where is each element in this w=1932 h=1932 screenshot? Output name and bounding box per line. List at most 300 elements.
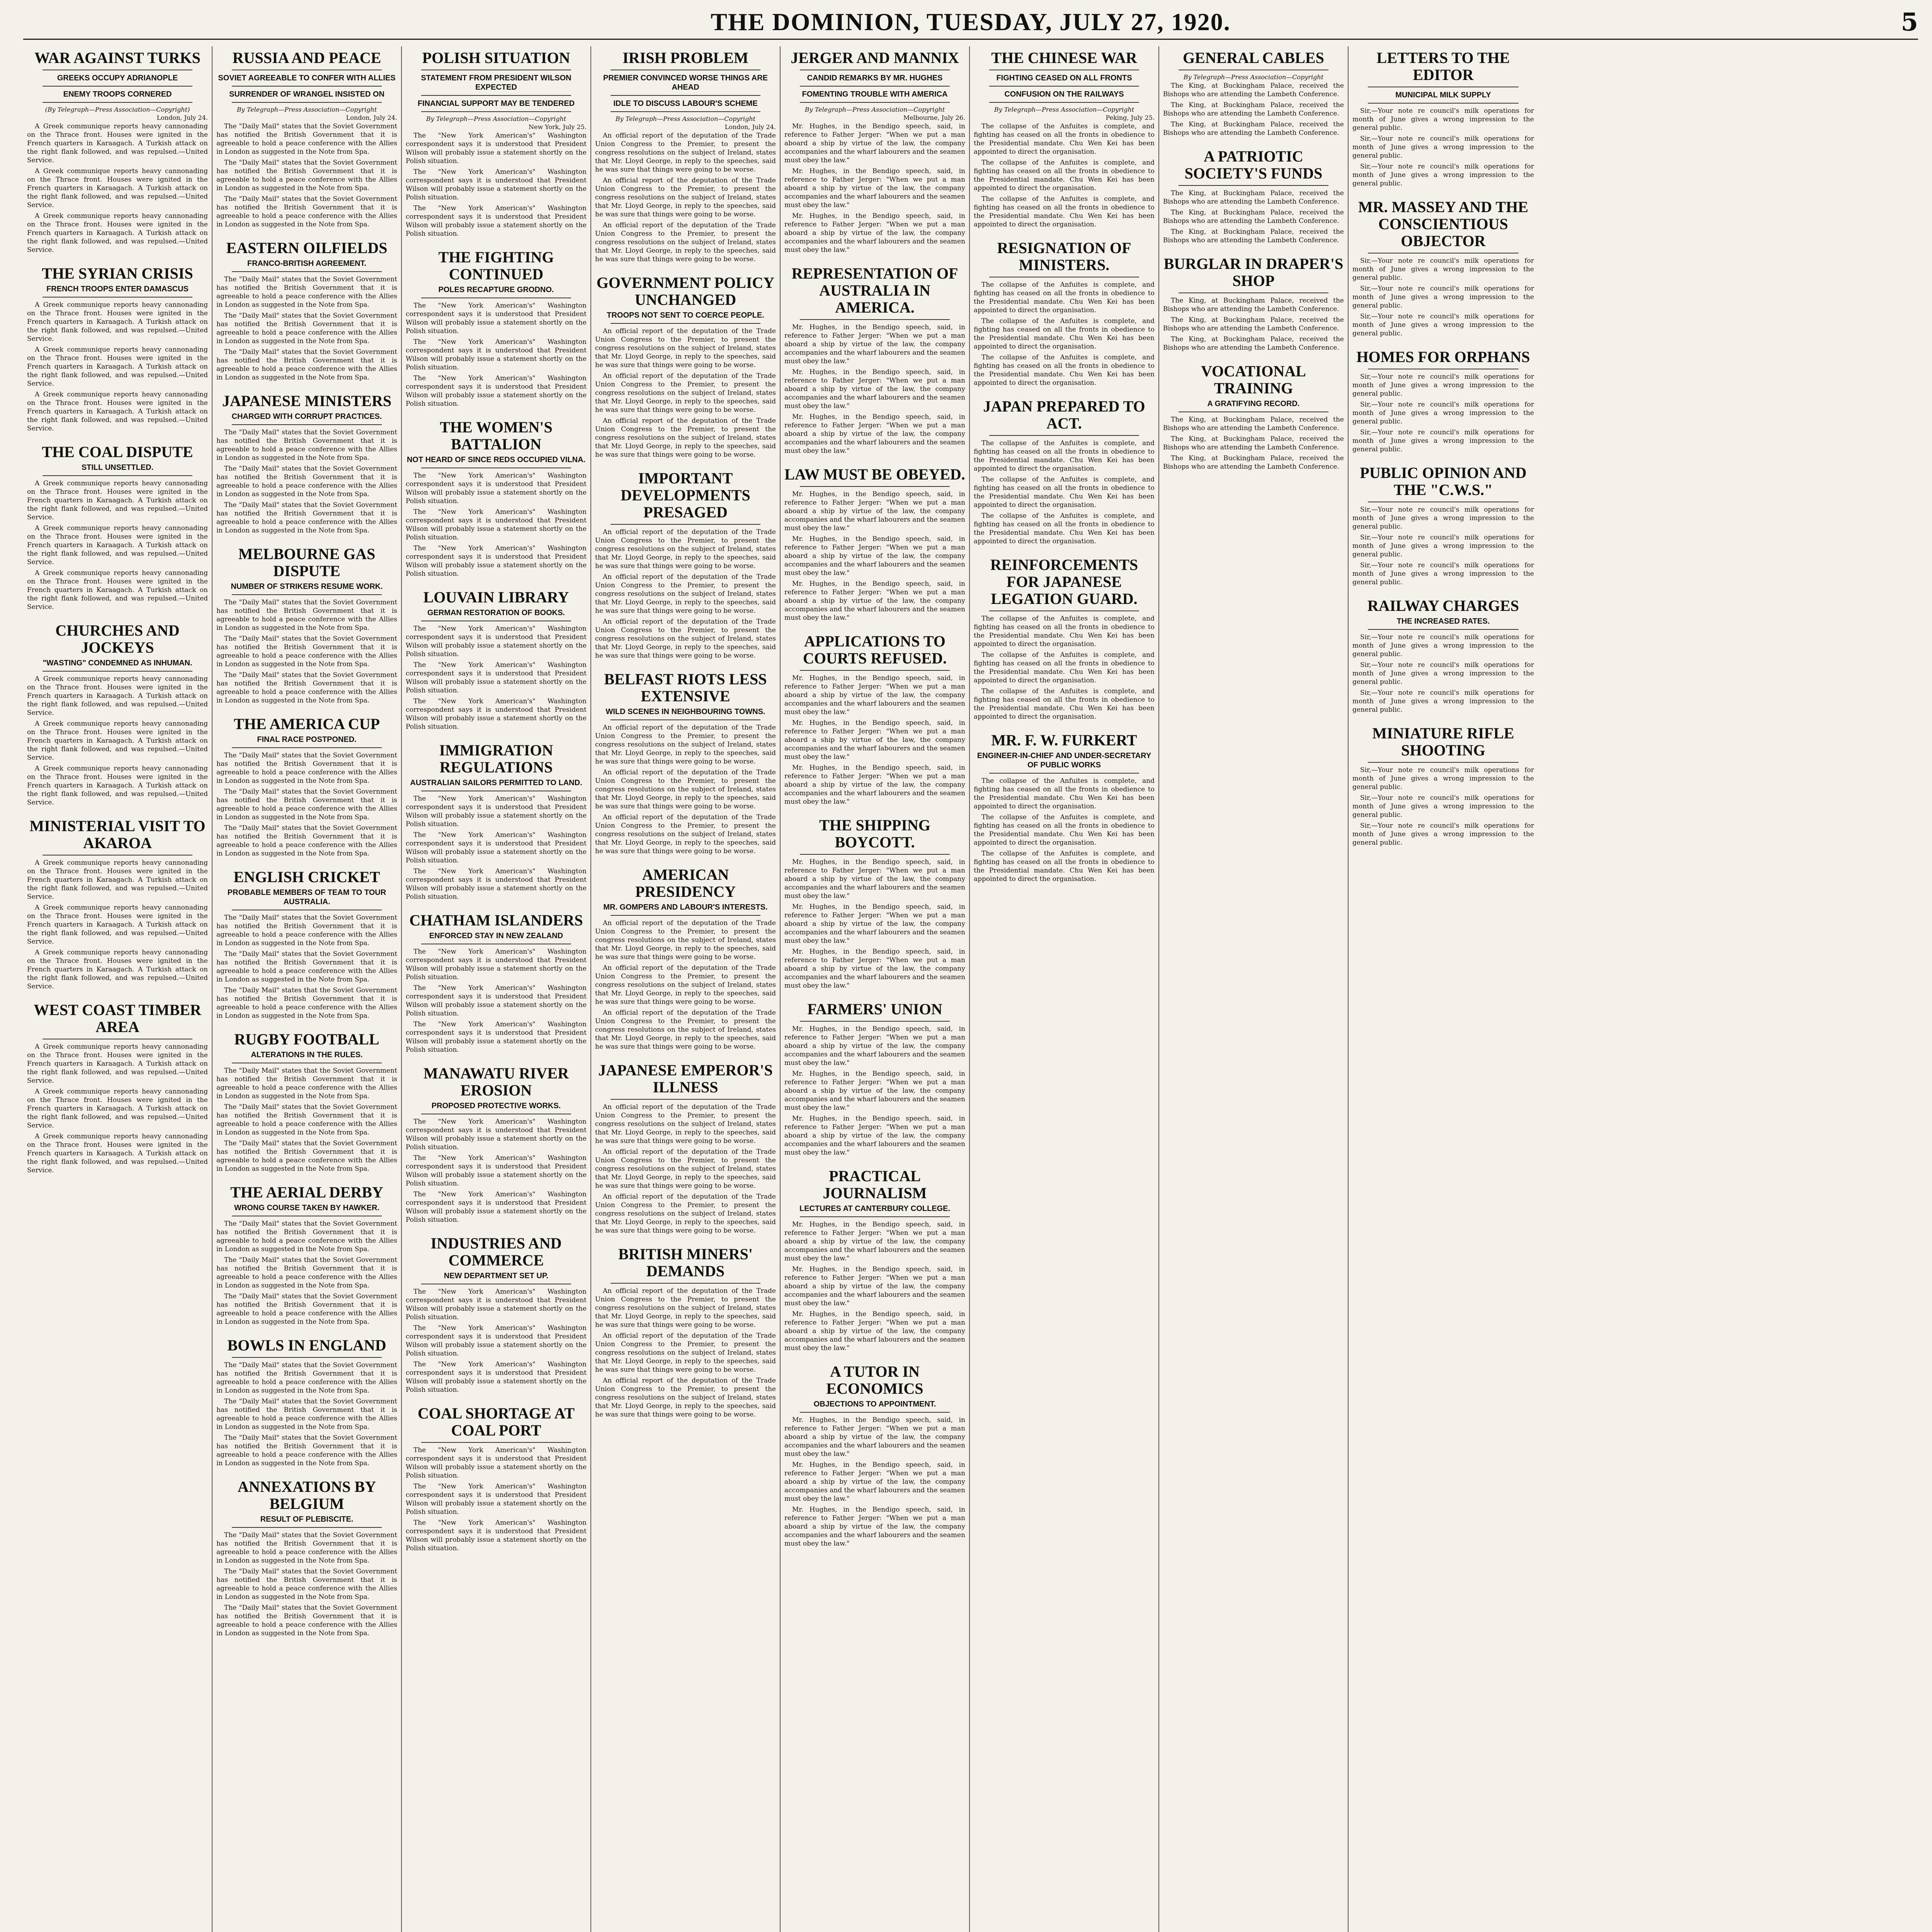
article-paragraph: The "New York American's" Washington correspondent says it is understood that President Wilson will probably issue a statement shortly on the Polish situation. xyxy=(406,867,587,901)
spacer xyxy=(974,389,1155,395)
article-paragraph: The King, at Buckingham Palace, received the Bishops who are attending the Lambeth Conference. xyxy=(1163,121,1344,137)
headline-rule xyxy=(800,319,950,320)
article-subheadline: WILD SCENES IN NEIGHBOURING TOWNS. xyxy=(605,707,765,716)
byline: By Telegraph—Press Association—Copyright xyxy=(426,115,566,122)
article-paragraph: The "Daily Mail" states that the Soviet Government has notified the British Government that it is agreeable to hold a peace conference with the Allies in London as suggested in the Note from Spa. xyxy=(216,276,397,309)
article-headline: THE COAL DISPUTE xyxy=(42,443,193,461)
article-paragraph: The collapse of the Anfuites is complete, and fighting has ceased on all the fronts in obedience to the Presidential mandate. Chu Wen Kei has been appointed to direct the organisation. xyxy=(974,777,1155,810)
column-headline: WAR AGAINST TURKS xyxy=(34,49,201,66)
sub-headline: CONFUSION ON THE RAILWAYS xyxy=(1004,90,1124,99)
article-paragraph: The collapse of the Anfuites is complete, and fighting has ceased on all the fronts in obedience to the Presidential mandate. Chu Wen Kei has been appointed to direct the organisation. xyxy=(974,159,1155,192)
article-paragraph: The "New York American's" Washington correspondent says it is understood that President Wilson will probably issue a statement shortly on the Polish situation. xyxy=(406,1154,587,1187)
headline-rule xyxy=(800,486,950,487)
spacer xyxy=(27,435,208,440)
article-headline: RAILWAY CHARGES xyxy=(1367,597,1519,614)
article-paragraph: Sir,—Your note re council's milk operations for month of June gives a wrong impression to the general public. xyxy=(1352,429,1534,453)
article-paragraph: An official report of the deputation of the Trade Union Congress to the Premier, to present the congress resolutions on the subject of Ireland, states that Mr. Lloyd George, in reply to the speeches, said he was sure that things were going to be worse. xyxy=(595,964,776,1006)
article-paragraph: A Greek communique reports heavy cannonading on the Thrace front. Houses were ignited in the French quarters in Karaagach. A Turkish attack on the right flank followed, and was repulsed.—United Service. xyxy=(27,1088,208,1129)
article-subheadline: WRONG COURSE TAKEN BY HAWKER. xyxy=(234,1204,379,1212)
dateline: Melbourne, July 26. xyxy=(903,114,965,121)
article-headline: LAW MUST BE OBEYED. xyxy=(784,466,965,483)
spacer xyxy=(1163,354,1344,360)
headline-rule xyxy=(421,111,571,112)
article-headline: BELFAST RIOTS LESS EXTENSIVE xyxy=(604,670,767,705)
article-paragraph: The "Daily Mail" states that the Soviet Government has notified the British Government that it is agreeable to hold a peace conference with the Allies in London as suggested in the Note from Spa. xyxy=(216,1220,397,1253)
article-paragraph: The "New York American's" Washington correspondent says it is understood that President Wilson will probably issue a statement shortly on the Polish situation. xyxy=(406,168,587,201)
article-paragraph: The "New York American's" Washington correspondent says it is understood that President Wilson will probably issue a statement shortly on the Polish situation. xyxy=(406,948,587,981)
article-paragraph: A Greek communique reports heavy cannonading on the Thrace front. Houses were ignited in the French quarters in Karaagach. A Turkish attack on the right flank followed, and was repulsed.—United Service. xyxy=(27,949,208,990)
article-headline: MINIATURE RIFLE SHOOTING xyxy=(1372,724,1514,759)
article-headline: THE FIGHTING CONTINUED xyxy=(438,248,554,283)
article-paragraph: The "New York American's" Washington correspondent says it is understood that President Wilson will probably issue a statement shortly on the Polish situation. xyxy=(406,132,587,165)
article-paragraph: Mr. Hughes, in the Bendigo speech, said, in reference to Father Jerger: "When we put a man aboard a ship by virtue of the law, the company accompanies and the wharf labourers and the seamen must obey the law." xyxy=(784,858,965,900)
newspaper-title: THE DOMINION, TUESDAY, JULY 27, 1920. xyxy=(711,8,1231,36)
news-column xyxy=(970,46,1159,1932)
article-paragraph: The King, at Buckingham Palace, received the Bishops who are attending the Lambeth Conference. xyxy=(1163,316,1344,332)
headline-rule xyxy=(611,719,760,720)
article-paragraph: The "Daily Mail" states that the Soviet Government has notified the British Government that it is agreeable to hold a peace conference with the Allies in London as suggested in the Note from Spa. xyxy=(216,195,397,228)
article-paragraph: An official report of the deputation of the Trade Union Congress to the Premier, to present the congress resolutions on the subject of Ireland, states that Mr. Lloyd George, in reply to the speeches, said he was sure that things were going to be worse. xyxy=(595,1377,776,1418)
spacer xyxy=(784,457,965,463)
article-paragraph: Mr. Hughes, in the Bendigo speech, said, in reference to Father Jerger: "When we put a man aboard a ship by virtue of the law, the company accompanies and the wharf labourers and the seamen must obey the law." xyxy=(784,903,965,945)
article-headline: MINISTERIAL VISIT TO AKAROA xyxy=(29,817,206,852)
spacer xyxy=(216,1470,397,1475)
spacer xyxy=(784,808,965,814)
page-number: 5 xyxy=(1901,8,1918,37)
column-headline: JERGER AND MANNIX xyxy=(791,49,959,66)
article-paragraph: An official report of the deputation of the Trade Union Congress to the Premier, to present the congress resolutions on the subject of Ireland, states that Mr. Lloyd George, in reply to the speeches, said he was sure that things were going to be worse. xyxy=(595,769,776,810)
article-paragraph: An official report of the deputation of the Trade Union Congress to the Premier, to present the congress resolutions on the subject of Ireland, states that Mr. Lloyd George, in reply to the speeches, said he was sure that things were going to be worse. xyxy=(595,177,776,218)
news-column xyxy=(402,46,591,1932)
article-paragraph: The King, at Buckingham Palace, received the Bishops who are attending the Lambeth Conference. xyxy=(1163,416,1344,432)
headline-rule xyxy=(43,297,192,298)
article-paragraph: The "New York American's" Washington correspondent says it is understood that President Wilson will probably issue a statement shortly on the Polish situation. xyxy=(406,472,587,505)
article-headline: LOUVAIN LIBRARY xyxy=(423,588,569,606)
sub-headline: SOVIET AGREEABLE TO CONFER WITH ALLIES xyxy=(218,74,396,82)
spacer xyxy=(216,384,397,389)
article-paragraph: An official report of the deputation of the Trade Union Congress to the Premier, to present the congress resolutions on the subject of Ireland, states that Mr. Lloyd George, in reply to the speeches, said he was sure that things were going to be worse. xyxy=(595,1009,776,1051)
article-paragraph: The "New York American's" Washington correspondent says it is understood that President Wilson will probably issue a statement shortly on the Polish situation. xyxy=(406,508,587,541)
article-headline: THE WOMEN'S BATTALION xyxy=(440,418,553,453)
article-paragraph: A Greek communique reports heavy cannonading on the Thrace front. Houses were ignited in the French quarters in Karaagach. A Turkish attack on the right flank followed, and was repulsed.—United Service. xyxy=(27,524,208,566)
article-subheadline: RESULT OF PLEBISCITE. xyxy=(260,1515,354,1524)
headline-rule xyxy=(611,1283,760,1284)
article-paragraph: The "Daily Mail" states that the Soviet Government has notified the British Government that it is agreeable to hold a peace conference with the Allies in London as suggested in the Note from Spa. xyxy=(216,1604,397,1637)
article-paragraph: Mr. Hughes, in the Bendigo speech, said, in reference to Father Jerger: "When we put a man aboard a ship by virtue of the law, the company accompanies and the wharf labourers and the seamen must obey the law." xyxy=(784,212,965,254)
spacer xyxy=(595,461,776,467)
article-headline: CHATHAM ISLANDERS xyxy=(409,912,583,929)
article-headline: A TUTOR IN ECONOMICS xyxy=(826,1363,923,1397)
article-subheadline: ALTERATIONS IN THE RULES. xyxy=(251,1051,363,1059)
article-paragraph: The King, at Buckingham Palace, received the Bishops who are attending the Lambeth Conference. xyxy=(1163,297,1344,313)
news-column xyxy=(1349,46,1538,1932)
article-paragraph: The "Daily Mail" states that the Soviet Government has notified the British Government that it is agreeable to hold a peace conference with the Allies in London as suggested in the Note from Spa. xyxy=(216,1398,397,1431)
article-paragraph: An official report of the deputation of the Trade Union Congress to the Premier, to present the congress resolutions on the subject of Ireland, states that Mr. Lloyd George, in reply to the speeches, said he was sure that things were going to be worse. xyxy=(595,573,776,615)
article-paragraph: An official report of the deputation of the Trade Union Congress to the Premier, to present the congress resolutions on the subject of Ireland, states that Mr. Lloyd George, in reply to the speeches, said he was sure that things were going to be worse. xyxy=(595,1148,776,1190)
headline-rule xyxy=(989,773,1139,774)
article-paragraph: The "Daily Mail" states that the Soviet Government has notified the British Government that it is agreeable to hold a peace conference with the Allies in London as suggested in the Note from Spa. xyxy=(216,159,397,192)
article-headline: BURGLAR IN DRAPER'S SHOP xyxy=(1163,255,1344,289)
article-paragraph: The "Daily Mail" states that the Soviet Government has notified the British Government that it is agreeable to hold a peace conference with the Allies in London as suggested in the Note from Spa. xyxy=(216,122,397,156)
column-headline: RUSSIA AND PEACE xyxy=(232,49,381,66)
spacer xyxy=(784,1159,965,1165)
article-paragraph: The "New York American's" Washington correspondent says it is understood that President Wilson will probably issue a statement shortly on the Polish situation. xyxy=(406,1288,587,1321)
article-paragraph: The "New York American's" Washington correspondent says it is understood that President Wilson will probably issue a statement shortly on the Polish situation. xyxy=(406,697,587,731)
article-paragraph: The King, at Buckingham Palace, received the Bishops who are attending the Lambeth Conference. xyxy=(1163,101,1344,117)
spacer xyxy=(974,548,1155,553)
article-paragraph: The "New York American's" Washington correspondent says it is understood that President Wilson will probably issue a statement shortly on the Polish situation. xyxy=(406,625,587,658)
spacer xyxy=(216,231,397,236)
headline-rule xyxy=(232,424,382,425)
article-paragraph: The King, at Buckingham Palace, received the Bishops who are attending the Lambeth Conference. xyxy=(1163,82,1344,98)
article-paragraph: The "Daily Mail" states that the Soviet Government has notified the British Government that it is agreeable to hold a peace conference with the Allies in London as suggested in the Note from Spa. xyxy=(216,312,397,345)
article-paragraph: The "Daily Mail" states that the Soviet Government has notified the British Government that it is agreeable to hold a peace conference with the Allies in London as suggested in the Note from Spa. xyxy=(216,635,397,668)
article-paragraph: Sir,—Your note re council's milk operations for month of June gives a wrong impression to the general public. xyxy=(1352,794,1534,819)
article-paragraph: A Greek communique reports heavy cannonading on the Thrace front. Houses were ignited in the French quarters in Karaagach. A Turkish attack on the right flank followed, and was repulsed.—United Service. xyxy=(27,301,208,343)
article-paragraph: An official report of the deputation of the Trade Union Congress to the Premier, to present the congress resolutions on the subject of Ireland, states that Mr. Lloyd George, in reply to the speeches, said he was sure that things were going to be worse. xyxy=(595,1103,776,1145)
article-paragraph: The "New York American's" Washington correspondent says it is understood that President Wilson will probably issue a statement shortly on the Polish situation. xyxy=(406,1324,587,1357)
article-paragraph: The "New York American's" Washington correspondent says it is understood that President Wilson will probably issue a statement shortly on the Polish situation. xyxy=(406,831,587,864)
sub-headline: MUNICIPAL MILK SUPPLY xyxy=(1395,91,1491,99)
sub-headline: GREEKS OCCUPY ADRIANOPLE xyxy=(57,74,178,82)
article-paragraph: The "New York American's" Washington correspondent says it is understood that President Wilson will probably issue a statement shortly on the Polish situation. xyxy=(406,1483,587,1516)
article-paragraph: The "New York American's" Washington correspondent says it is understood that President Wilson will probably issue a statement shortly on the Polish situation. xyxy=(406,984,587,1017)
dateline: London, July 24. xyxy=(156,114,208,121)
article-headline: PUBLIC OPINION AND THE "C.W.S." xyxy=(1360,464,1527,498)
headline-rule xyxy=(800,854,950,855)
spacer xyxy=(27,809,208,815)
article-subheadline: NUMBER OF STRIKERS RESUME WORK. xyxy=(231,582,383,591)
article-paragraph: The "Daily Mail" states that the Soviet Government has notified the British Government that it is agreeable to hold a peace conference with the Allies in London as suggested in the Note from Spa. xyxy=(216,752,397,785)
article-paragraph: Mr. Hughes, in the Bendigo speech, said, in reference to Father Jerger: "When we put a man aboard a ship by virtue of the law, the company accompanies and the wharf labourers and the seamen must obey the law." xyxy=(784,490,965,532)
article-paragraph: The "New York American's" Washington correspondent says it is understood that President Wilson will probably issue a statement shortly on the Polish situation. xyxy=(406,544,587,578)
headline-rule xyxy=(232,86,382,87)
article-subheadline: POLES RECAPTURE GRODNO. xyxy=(438,286,554,294)
article-paragraph: Mr. Hughes, in the Bendigo speech, said, in reference to Father Jerger: "When we put a man aboard a ship by virtue of the law, the company accompanies and the wharf labourers and the seamen must obey the law." xyxy=(784,1310,965,1352)
article-paragraph: Sir,—Your note re council's milk operations for month of June gives a wrong impression to the general public. xyxy=(1352,285,1534,310)
headline-rule xyxy=(43,86,192,87)
article-paragraph: A Greek communique reports heavy cannonading on the Thrace front. Houses were ignited in the French quarters in Karaagach. A Turkish attack on the right flank followed, and was repulsed.—United Service. xyxy=(27,569,208,611)
article-paragraph: The "New York American's" Washington correspondent says it is understood that President Wilson will probably issue a statement shortly on the Polish situation. xyxy=(406,661,587,694)
headline-rule xyxy=(800,1021,950,1022)
sub-headline: FINANCIAL SUPPORT MAY BE TENDERED xyxy=(417,99,575,108)
article-paragraph: Mr. Hughes, in the Bendigo speech, said, in reference to Father Jerger: "When we put a man aboard a ship by virtue of the law, the company accompanies and the wharf labourers and the seamen must obey the law." xyxy=(784,1461,965,1503)
spacer xyxy=(216,1328,397,1334)
article-paragraph: Mr. Hughes, in the Bendigo speech, said, in reference to Father Jerger: "When we put a man aboard a ship by virtue of the law, the company accompanies and the wharf labourers and the seamen must obey the law." xyxy=(784,1506,965,1548)
news-column xyxy=(23,46,213,1932)
spacer xyxy=(406,580,587,586)
article-paragraph: The "Daily Mail" states that the Soviet Government has notified the British Government that it is agreeable to hold a peace conference with the Allies in London as suggested in the Note from Spa. xyxy=(216,986,397,1020)
masthead-rule xyxy=(23,39,1918,40)
article-paragraph: The collapse of the Anfuites is complete, and fighting has ceased on all the fronts in obedience to the Presidential mandate. Chu Wen Kei has been appointed to direct the organisation. xyxy=(974,122,1155,156)
article-headline: JAPANESE EMPEROR'S ILLNESS xyxy=(598,1061,773,1096)
article-paragraph: The King, at Buckingham Palace, received the Bishops who are attending the Lambeth Conference. xyxy=(1163,435,1344,451)
spacer xyxy=(595,858,776,863)
byline: (By Telegraph—Press Association—Copyright) xyxy=(45,106,190,113)
article-paragraph: The King, at Buckingham Palace, received the Bishops who are attending the Lambeth Conference. xyxy=(1163,335,1344,352)
article-paragraph: The "Daily Mail" states that the Soviet Government has notified the British Government that it is agreeable to hold a peace conference with the Allies in London as suggested in the Note from Spa. xyxy=(216,1139,397,1173)
headline-rule xyxy=(989,86,1139,87)
article-headline: MELBOURNE GAS DISPUTE xyxy=(238,545,376,580)
spacer xyxy=(27,993,208,998)
article-paragraph: A Greek communique reports heavy cannonading on the Thrace front. Houses were ignited in the French quarters in Karaagach. A Turkish attack on the right flank followed, and was repulsed.—United Service. xyxy=(27,1133,208,1174)
article-paragraph: An official report of the deputation of the Trade Union Congress to the Premier, to present the congress resolutions on the subject of Ireland, states that Mr. Lloyd George, in reply to the speeches, said he was sure that things were going to be worse. xyxy=(595,1287,776,1329)
article-headline: HOMES FOR ORPHANS xyxy=(1356,348,1530,366)
article-paragraph: Sir,—Your note re council's milk operations for month of June gives a wrong impression to the general public. xyxy=(1352,561,1534,586)
article-paragraph: An official report of the deputation of the Trade Union Congress to the Premier, to present the congress resolutions on the subject of Ireland, states that Mr. Lloyd George, in reply to the speeches, said he was sure that things were going to be worse. xyxy=(595,1193,776,1235)
masthead xyxy=(23,8,1918,39)
article-paragraph: A Greek communique reports heavy cannonading on the Thrace front. Houses were ignited in the French quarters in Karaagach. A Turkish attack on the right flank followed, and was repulsed.—United Service. xyxy=(27,167,208,209)
article-paragraph: Mr. Hughes, in the Bendigo speech, said, in reference to Father Jerger: "When we put a man aboard a ship by virtue of the law, the company accompanies and the wharf labourers and the seamen must obey the law." xyxy=(784,1115,965,1156)
news-column xyxy=(591,46,781,1932)
article-subheadline: CHARGED WITH CORRUPT PRACTICES. xyxy=(231,412,382,421)
article-paragraph: Sir,—Your note re council's milk operations for month of June gives a wrong impression to the general public. xyxy=(1352,373,1534,398)
article-headline: VOCATIONAL TRAINING xyxy=(1201,362,1306,397)
article-paragraph: The "New York American's" Washington correspondent says it is understood that President Wilson will probably issue a statement shortly on the Polish situation. xyxy=(406,1519,587,1552)
column-headline: POLISH SITUATION xyxy=(422,49,570,66)
article-headline: RUGBY FOOTBALL xyxy=(234,1031,379,1048)
sub-headline: IDLE TO DISCUSS LABOUR'S SCHEME xyxy=(613,99,758,108)
headline-rule xyxy=(43,102,192,103)
headline-rule xyxy=(232,102,382,103)
article-paragraph: The "Daily Mail" states that the Soviet Government has notified the British Government that it is agreeable to hold a peace conference with the Allies in London as suggested in the Note from Spa. xyxy=(216,1434,397,1467)
article-subheadline: NOT HEARD OF SINCE REDS OCCUPIED VILNA. xyxy=(406,456,586,464)
headline-rule xyxy=(800,1412,950,1413)
spacer xyxy=(216,1175,397,1181)
spacer xyxy=(784,992,965,998)
spacer xyxy=(1163,247,1344,252)
article-subheadline: THE INCREASED RATES. xyxy=(1396,617,1490,626)
article-subheadline: MR. GOMPERS AND LABOUR'S INTERESTS. xyxy=(603,903,768,912)
columns xyxy=(23,46,1918,1932)
spacer xyxy=(595,662,776,668)
article-subheadline: A GRATIFYING RECORD. xyxy=(1207,400,1300,408)
article-paragraph: A Greek communique reports heavy cannonading on the Thrace front. Houses were ignited in the French quarters in Karaagach. A Turkish attack on the right flank followed, and was repulsed.—United Service. xyxy=(27,859,208,901)
article-paragraph: The "New York American's" Washington correspondent says it is understood that President Wilson will probably issue a statement shortly on the Polish situation. xyxy=(406,302,587,335)
article-paragraph: The collapse of the Anfuites is complete, and fighting has ceased on all the fronts in obedience to the Presidential mandate. Chu Wen Kei has been appointed to direct the organisation. xyxy=(974,195,1155,228)
article-paragraph: Mr. Hughes, in the Bendigo speech, said, in reference to Father Jerger: "When we put a man aboard a ship by virtue of the law, the company accompanies and the wharf labourers and the seamen must obey the law." xyxy=(784,1416,965,1458)
article-headline: THE SYRIAN CRISIS xyxy=(42,265,193,282)
article-headline: THE SHIPPING BOYCOTT. xyxy=(819,816,930,851)
article-paragraph: The "Daily Mail" states that the Soviet Government has notified the British Government that it is agreeable to hold a peace conference with the Allies in London as suggested in the Note from Spa. xyxy=(216,348,397,381)
article-headline: APPLICATIONS TO COURTS REFUSED. xyxy=(803,633,947,667)
article-paragraph: Mr. Hughes, in the Bendigo speech, said, in reference to Father Jerger: "When we put a man aboard a ship by virtue of the law, the company accompanies and the wharf labourers and the seamen must obey the law." xyxy=(784,719,965,761)
article-paragraph: Sir,—Your note re council's milk operations for month of June gives a wrong impression to the general public. xyxy=(1352,257,1534,282)
article-paragraph: The "Daily Mail" states that the Soviet Government has notified the British Government that it is agreeable to hold a peace conference with the Allies in London as suggested in the Note from Spa. xyxy=(216,1531,397,1565)
article-paragraph: An official report of the deputation of the Trade Union Congress to the Premier, to present the congress resolutions on the subject of Ireland, states that Mr. Lloyd George, in reply to the speeches, said he was sure that things were going to be worse. xyxy=(595,813,776,855)
column-headline: THE CHINESE WAR xyxy=(991,49,1137,66)
article-paragraph: Sir,—Your note re council's milk operations for month of June gives a wrong impression to the general public. xyxy=(1352,163,1534,187)
article-paragraph: An official report of the deputation of the Trade Union Congress to the Premier, to present the congress resolutions on the subject of Ireland, states that Mr. Lloyd George, in reply to the speeches, said he was sure that things were going to be worse. xyxy=(595,327,776,369)
headline-rule xyxy=(611,95,760,96)
byline: By Telegraph—Press Association—Copyright xyxy=(804,106,945,113)
article-paragraph: The King, at Buckingham Palace, received the Bishops who are attending the Lambeth Conference. xyxy=(1163,228,1344,244)
article-headline: EASTERN OILFIELDS xyxy=(226,239,388,257)
article-paragraph: An official report of the deputation of the Trade Union Congress to the Premier, to present the congress resolutions on the subject of Ireland, states that Mr. Lloyd George, in reply to the speeches, said he was sure that things were going to be worse. xyxy=(595,1332,776,1374)
article-paragraph: Mr. Hughes, in the Bendigo speech, said, in reference to Father Jerger: "When we put a man aboard a ship by virtue of the law, the company accompanies and the wharf labourers and the seamen must obey the law." xyxy=(784,535,965,577)
article-paragraph: The "New York American's" Washington correspondent says it is understood that President Wilson will probably issue a statement shortly on the Polish situation. xyxy=(406,1361,587,1394)
article-headline: MR. MASSEY AND THE CONSCIENTIOUS OBJECTOR xyxy=(1358,198,1529,250)
article-paragraph: The collapse of the Anfuites is complete, and fighting has ceased on all the fronts in obedience to the Presidential mandate. Chu Wen Kei has been appointed to direct the organisation. xyxy=(974,813,1155,847)
article-headline: MANAWATU RIVER EROSION xyxy=(423,1065,569,1099)
dateline: Peking, July 25. xyxy=(1105,114,1155,121)
sub-headline: ENEMY TROOPS CORNERED xyxy=(63,90,172,99)
spacer xyxy=(784,624,965,630)
headline-rule xyxy=(611,524,760,525)
column-headline: LETTERS TO THE EDITOR xyxy=(1376,49,1510,83)
article-subheadline: PROBABLE MEMBERS OF TEAM TO TOUR AUSTRALIA. xyxy=(227,888,386,906)
article-paragraph: The "New York American's" Washington correspondent says it is understood that President Wilson will probably issue a statement shortly on the Polish situation. xyxy=(406,1446,587,1480)
article-paragraph: A Greek communique reports heavy cannonading on the Thrace front. Houses were ignited in the French quarters in Karaagach. A Turkish attack on the right flank followed, and was repulsed.—United Service. xyxy=(27,480,208,521)
headline-rule xyxy=(232,271,382,272)
article-headline: INDUSTRIES AND COMMERCE xyxy=(430,1235,562,1269)
news-column xyxy=(781,46,970,1932)
article-paragraph: The "Daily Mail" states that the Soviet Government has notified the British Government that it is agreeable to hold a peace conference with the Allies in London as suggested in the Note from Spa. xyxy=(216,950,397,983)
article-paragraph: The collapse of the Anfuites is complete, and fighting has ceased on all the fronts in obedience to the Presidential mandate. Chu Wen Kei has been appointed to direct the organisation. xyxy=(974,512,1155,545)
headline-rule xyxy=(43,671,192,672)
article-paragraph: The collapse of the Anfuites is complete, and fighting has ceased on all the fronts in obedience to the Presidential mandate. Chu Wen Kei has been appointed to direct the organisation. xyxy=(974,317,1155,350)
article-headline: REPRESENTATION OF AUSTRALIA IN AMERICA. xyxy=(791,265,958,316)
sub-headline: FOMENTING TROUBLE WITH AMERICA xyxy=(802,90,948,99)
article-paragraph: The collapse of the Anfuites is complete, and fighting has ceased on all the fronts in obedience to the Presidential mandate. Chu Wen Kei has been appointed to direct the organisation. xyxy=(974,281,1155,314)
article-paragraph: Mr. Hughes, in the Bendigo speech, said, in reference to Father Jerger: "When we put a man aboard a ship by virtue of the law, the company accompanies and the wharf labourers and the seamen must obey the law." xyxy=(784,1025,965,1067)
headline-rule xyxy=(989,435,1139,436)
article-headline: CHURCHES AND JOCKEYS xyxy=(55,622,180,656)
article-subheadline: NEW DEPARTMENT SET UP. xyxy=(444,1272,549,1280)
article-paragraph: Mr. Hughes, in the Bendigo speech, said, in reference to Father Jerger: "When we put a man aboard a ship by virtue of the law, the company accompanies and the wharf labourers and the seamen must obey the law." xyxy=(784,764,965,806)
spacer xyxy=(406,410,587,416)
article-paragraph: The "New York American's" Washington correspondent says it is understood that President Wilson will probably issue a statement shortly on the Polish situation. xyxy=(406,1118,587,1151)
spacer xyxy=(1352,456,1534,461)
spacer xyxy=(406,240,587,246)
spacer xyxy=(406,733,587,739)
byline: By Telegraph—Press Association—Copyright xyxy=(236,106,377,113)
article-headline: ANNEXATIONS BY BELGIUM xyxy=(237,1478,376,1512)
article-headline: THE AMERICA CUP xyxy=(234,715,380,733)
article-paragraph: The collapse of the Anfuites is complete, and fighting has ceased on all the fronts in obedience to the Presidential mandate. Chu Wen Kei has been appointed to direct the organisation. xyxy=(974,651,1155,684)
headline-rule xyxy=(611,323,760,324)
spacer xyxy=(406,1396,587,1402)
article-paragraph: An official report of the deputation of the Trade Union Congress to the Premier, to present the congress resolutions on the subject of Ireland, states that Mr. Lloyd George, in reply to the speeches, said he was sure that things were going to be worse. xyxy=(595,618,776,660)
article-paragraph: The "New York American's" Washington correspondent says it is understood that President Wilson will probably issue a statement shortly on the Polish situation. xyxy=(406,204,587,238)
headline-rule xyxy=(1179,185,1328,186)
article-paragraph: The "Daily Mail" states that the Soviet Government has notified the British Government that it is agreeable to hold a peace conference with the Allies in London as suggested in the Note from Spa. xyxy=(216,599,397,632)
article-headline: COAL SHORTAGE AT COAL PORT xyxy=(417,1405,575,1439)
article-paragraph: Sir,—Your note re council's milk operations for month of June gives a wrong impression to the general public. xyxy=(1352,534,1534,558)
article-paragraph: The collapse of the Anfuites is complete, and fighting has ceased on all the fronts in obedience to the Presidential mandate. Chu Wen Kei has been appointed to direct the organisation. xyxy=(974,687,1155,721)
article-paragraph: An official report of the deputation of the Trade Union Congress to the Premier, to present the congress resolutions on the subject of Ireland, states that Mr. Lloyd George, in reply to the speeches, said he was sure that things were going to be worse. xyxy=(595,221,776,263)
article-paragraph: A Greek communique reports heavy cannonading on the Thrace front. Houses were ignited in the French quarters in Karaagach. A Turkish attack on the right flank followed, and was repulsed.—United Service. xyxy=(27,122,208,164)
spacer xyxy=(216,860,397,866)
article-paragraph: An official report of the deputation of the Trade Union Congress to the Premier, to present the congress resolutions on the subject of Ireland, states that Mr. Lloyd George, in reply to the speeches, said he was sure that things were going to be worse. xyxy=(595,132,776,173)
sub-headline: SURRENDER OF WRANGEL INSISTED ON xyxy=(229,90,384,99)
article-paragraph: Mr. Hughes, in the Bendigo speech, said, in reference to Father Jerger: "When we put a man aboard a ship by virtue of the law, the company accompanies and the wharf labourers and the seamen must obey the law." xyxy=(784,580,965,622)
article-paragraph: An official report of the deputation of the Trade Union Congress to the Premier, to present the congress resolutions on the subject of Ireland, states that Mr. Lloyd George, in reply to the speeches, said he was sure that things were going to be worse. xyxy=(595,724,776,765)
article-paragraph: The "Daily Mail" states that the Soviet Government has notified the British Government that it is agreeable to hold a peace conference with the Allies in London as suggested in the Note from Spa. xyxy=(216,1103,397,1136)
article-subheadline: FINAL RACE POSTPONED. xyxy=(257,735,357,744)
article-paragraph: A Greek communique reports heavy cannonading on the Thrace front. Houses were ignited in the French quarters in Karaagach. A Turkish attack on the right flank followed, and was repulsed.—United Service. xyxy=(27,212,208,254)
spacer xyxy=(216,707,397,713)
article-paragraph: The "Daily Mail" states that the Soviet Government has notified the British Government that it is agreeable to hold a peace conference with the Allies in London as suggested in the Note from Spa. xyxy=(216,1293,397,1326)
headline-rule xyxy=(232,747,382,748)
article-paragraph: The King, at Buckingham Palace, received the Bishops who are attending the Lambeth Conference. xyxy=(1163,189,1344,206)
byline: By Telegraph—Press Association—Copyright xyxy=(615,115,756,122)
headline-rule xyxy=(421,95,571,96)
article-headline: FARMERS' UNION xyxy=(807,1000,942,1018)
headline-rule xyxy=(43,475,192,476)
article-paragraph: Sir,—Your note re council's milk operations for month of June gives a wrong impression to the general public. xyxy=(1352,135,1534,160)
article-headline: RESIGNATION OF MINISTERS. xyxy=(997,239,1131,274)
article-paragraph: The "Daily Mail" states that the Soviet Government has notified the British Government that it is agreeable to hold a peace conference with the Allies in London as suggested in the Note from Spa. xyxy=(216,1256,397,1289)
article-headline: PRACTICAL JOURNALISM xyxy=(823,1167,927,1202)
article-subheadline: STILL UNSETTLED. xyxy=(81,463,154,472)
article-paragraph: The "New York American's" Washington correspondent says it is understood that President Wilson will probably issue a statement shortly on the Polish situation. xyxy=(406,795,587,828)
article-subheadline: PROPOSED PROTECTIVE WORKS. xyxy=(431,1102,561,1110)
headline-rule xyxy=(800,1216,950,1217)
article-paragraph: Sir,—Your note re council's milk operations for month of June gives a wrong impression to the general public. xyxy=(1352,107,1534,132)
headline-rule xyxy=(232,1357,382,1358)
spacer xyxy=(216,537,397,543)
headline-rule xyxy=(232,1527,382,1528)
article-paragraph: The collapse of the Anfuites is complete, and fighting has ceased on all the fronts in obedience to the Presidential mandate. Chu Wen Kei has been appointed to direct the organisation. xyxy=(974,439,1155,473)
article-paragraph: The "Daily Mail" states that the Soviet Government has notified the British Government that it is agreeable to hold a peace conference with the Allies in London as suggested in the Note from Spa. xyxy=(216,429,397,462)
article-paragraph: Mr. Hughes, in the Bendigo speech, said, in reference to Father Jerger: "When we put a man aboard a ship by virtue of the law, the company accompanies and the wharf labourers and the seamen must obey the law." xyxy=(784,167,965,209)
headline-rule xyxy=(1368,103,1519,104)
headline-rule xyxy=(611,915,760,916)
spacer xyxy=(406,1056,587,1062)
article-subheadline: "WASTING" CONDEMNED AS INHUMAN. xyxy=(43,659,192,667)
article-paragraph: The "Daily Mail" states that the Soviet Government has notified the British Government that it is agreeable to hold a peace conference with the Allies in London as suggested in the Note from Spa. xyxy=(216,788,397,821)
article-paragraph: The "Daily Mail" states that the Soviet Government has notified the British Government that it is agreeable to hold a peace conference with the Allies in London as suggested in the Note from Spa. xyxy=(216,501,397,534)
article-headline: GOVERNMENT POLICY UNCHANGED xyxy=(596,274,775,308)
headline-rule xyxy=(800,670,950,671)
sub-headline: STATEMENT FROM PRESIDENT WILSON EXPECTED xyxy=(421,74,571,92)
dateline: London, July 24. xyxy=(724,123,776,131)
article-subheadline: ENFORCED STAY IN NEW ZEALAND xyxy=(429,932,563,940)
article-headline: BRITISH MINERS' DEMANDS xyxy=(618,1245,753,1280)
article-subheadline: FRANCO-BRITISH AGREEMENT. xyxy=(247,259,367,268)
headline-rule xyxy=(800,86,950,87)
article-paragraph: Sir,—Your note re council's milk operations for month of June gives a wrong impression to the general public. xyxy=(1352,401,1534,425)
sub-headline: CANDID REMARKS BY MR. HUGHES xyxy=(807,74,943,82)
article-paragraph: The "New York American's" Washington correspondent says it is understood that President Wilson will probably issue a statement shortly on the Polish situation. xyxy=(406,1020,587,1054)
spacer xyxy=(1352,589,1534,594)
dateline: New York, July 25. xyxy=(529,123,587,131)
article-subheadline: ENGINEER-IN-CHIEF AND UNDER-SECRETARY OF PUBLIC WORKS xyxy=(977,752,1151,769)
spacer xyxy=(595,1053,776,1059)
spacer xyxy=(1163,139,1344,145)
spacer xyxy=(1352,190,1534,196)
spacer xyxy=(595,1237,776,1243)
article-paragraph: Mr. Hughes, in the Bendigo speech, said, in reference to Father Jerger: "When we put a man aboard a ship by virtue of the law, the company accompanies and the wharf labourers and the seamen must obey the law." xyxy=(784,368,965,410)
spacer xyxy=(784,257,965,262)
article-paragraph: The "New York American's" Washington correspondent says it is understood that President Wilson will probably issue a statement shortly on the Polish situation. xyxy=(406,374,587,408)
article-paragraph: The "Daily Mail" states that the Soviet Government has notified the British Government that it is agreeable to hold a peace conference with the Allies in London as suggested in the Note from Spa. xyxy=(216,914,397,947)
article-paragraph: Mr. Hughes, in the Bendigo speech, said, in reference to Father Jerger: "When we put a man aboard a ship by virtue of the law, the company accompanies and the wharf labourers and the seamen must obey the law." xyxy=(784,413,965,455)
headline-rule xyxy=(232,594,382,595)
article-paragraph: A Greek communique reports heavy cannonading on the Thrace front. Houses were ignited in the French quarters in Karaagach. A Turkish attack on the right flank followed, and was repulsed.—United Service. xyxy=(27,1043,208,1085)
article-headline: THE AERIAL DERBY xyxy=(230,1184,383,1201)
article-paragraph: The collapse of the Anfuites is complete, and fighting has ceased on all the fronts in obedience to the Presidential mandate. Chu Wen Kei has been appointed to direct the organisation. xyxy=(974,615,1155,648)
article-paragraph: Sir,—Your note re council's milk operations for month of June gives a wrong impression to the general public. xyxy=(1352,506,1534,531)
news-column xyxy=(1159,46,1349,1932)
article-paragraph: The King, at Buckingham Palace, received the Bishops who are attending the Lambeth Conference. xyxy=(1163,454,1344,471)
article-paragraph: The "Daily Mail" states that the Soviet Government has notified the British Government that it is agreeable to hold a peace conference with the Allies in London as suggested in the Note from Spa. xyxy=(216,1361,397,1395)
article-paragraph: Mr. Hughes, in the Bendigo speech, said, in reference to Father Jerger: "When we put a man aboard a ship by virtue of the law, the company accompanies and the wharf labourers and the seamen must obey the law." xyxy=(784,323,965,365)
article-paragraph: Sir,—Your note re council's milk operations for month of June gives a wrong impression to the general public. xyxy=(1352,661,1534,686)
article-subheadline: GERMAN RESTORATION OF BOOKS. xyxy=(427,609,565,617)
article-paragraph: The King, at Buckingham Palace, received the Bishops who are attending the Lambeth Conference. xyxy=(1163,209,1344,225)
